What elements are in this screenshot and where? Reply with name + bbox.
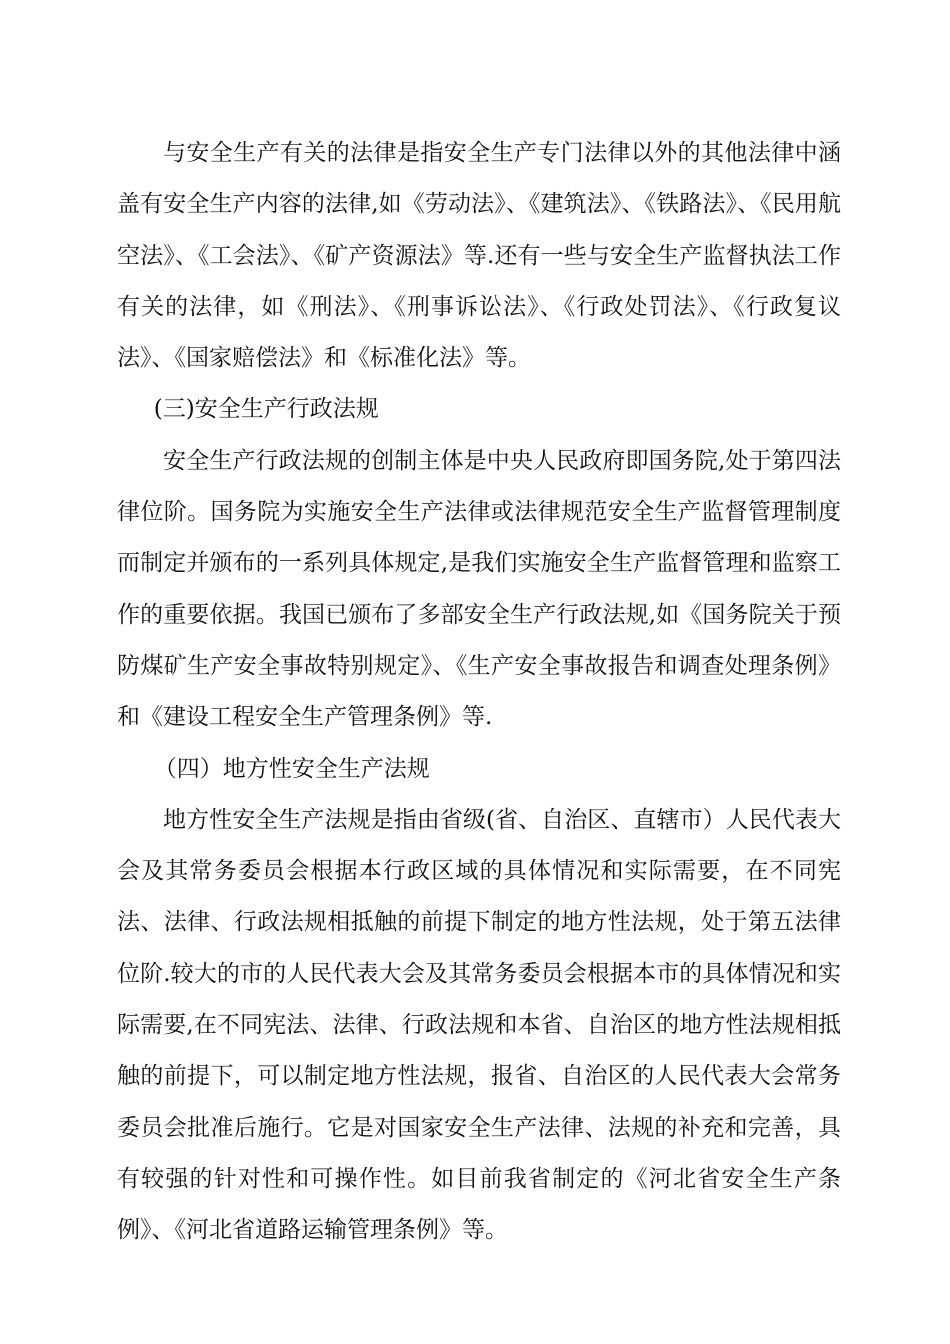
document-body bbox=[117, 128, 841, 1257]
paragraph-related-laws: 与安全生产有关的法律是指安全生产专门法律以外的其他法律中涵盖有安全生产内容的法律,如《劳动法》、《建筑法》、《铁路法》、《民用航空法》、《工会法》、《矿产资源法》等.还有一些与安全生产监督执法工作有关的法律，如《刑法》、《刑事诉讼法》、《行政处罚法》、《行政复议法》、《国家赔偿法》和《标准化法》等。 bbox=[117, 140, 841, 372]
section-heading-local-regulations: （四）地方性安全生产法规 bbox=[153, 755, 430, 782]
paragraph-administrative-regulations: 安全生产行政法规的创制主体是中央人民政府即国务院,处于第四法律位阶。国务院为实施安全生产法律或法律规范安全生产监督管理制度而制定并颁布的一系列具体规定,是我们实施安全生产监督管理和监察工作的重要依据。我国已颁布了多部安全生产行政法规,如《国务院关于预防煤矿生产安全事故特别规定》、《生产安全事故报告和调查处理条例》和《建设工程安全生产管理条例》等. bbox=[117, 447, 841, 731]
section-heading-administrative-regulations: (三)安全生产行政法规 bbox=[153, 396, 379, 423]
paragraph-local-regulations: 地方性安全生产法规是指由省级(省、自治区、直辖市）人民代表大会及其常务委员会根据本行政区域的具体情况和实际需要，在不同宪法、法律、行政法规相抵触的前提下制定的地方性法规，处于第五法律位阶.较大的市的人民代表大会及其常务委员会根据本市的具体情况和实际需要,在不同宪法、法律、行政法规和本省、自治区的地方性法规相抵触的前提下，可以制定地方性法规，报省、自治区的人民代表大会常务委员会批准后施行。它是对国家安全生产法律、法规的补充和完善，具有较强的针对性和可操作性。如目前我省制定的《河北省安全生产条例》、《河北省道路运输管理条例》等。 bbox=[117, 806, 841, 1244]
